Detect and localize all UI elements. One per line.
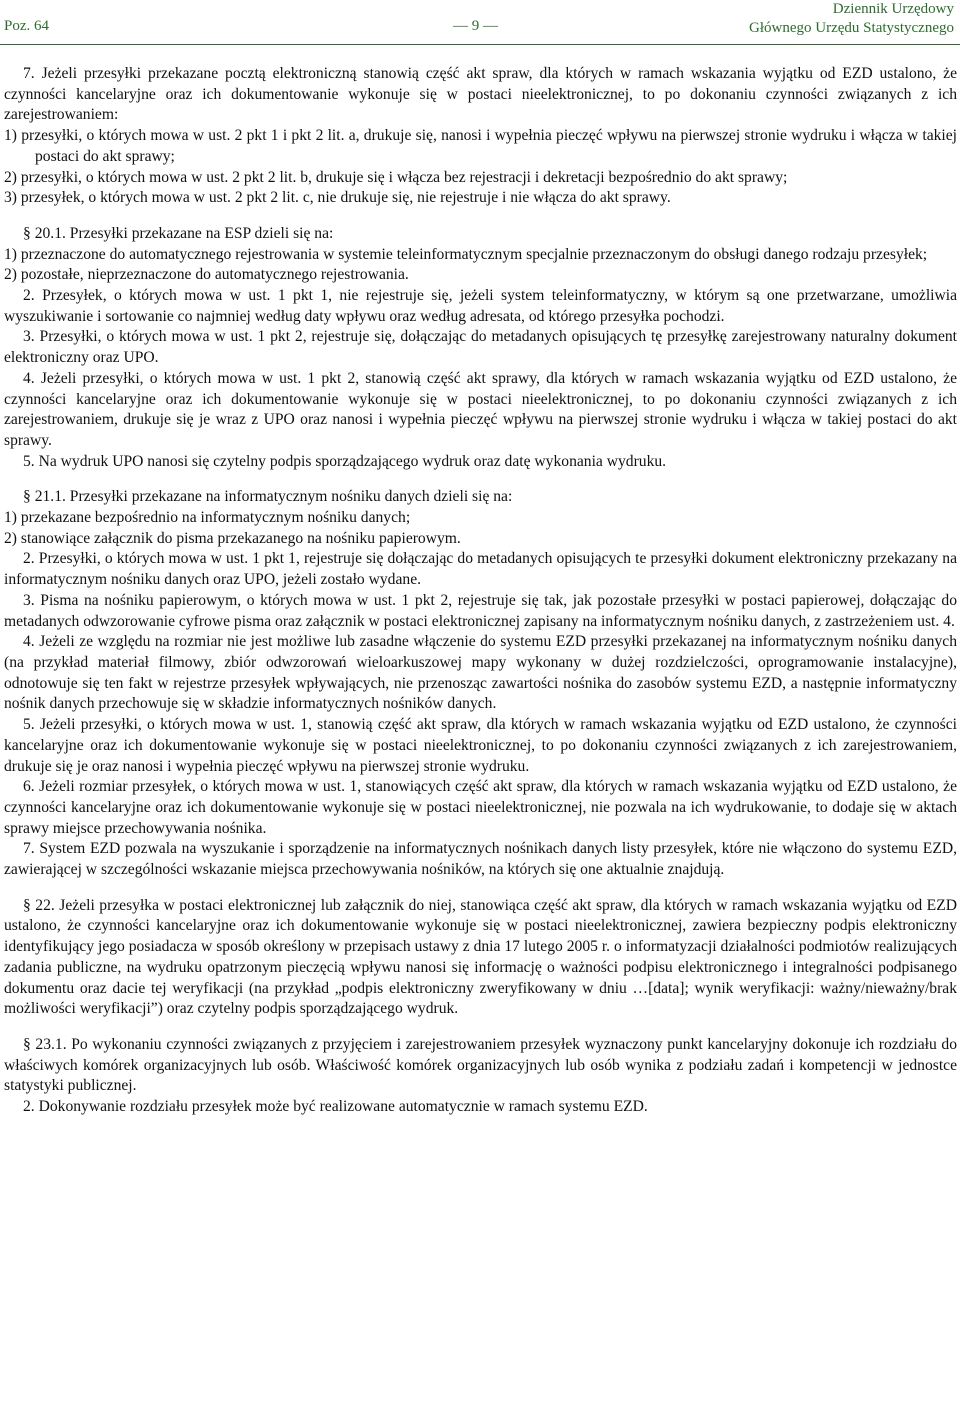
paragraph: 7. Jeżeli przesyłki przekazane pocztą elektroniczną stanowią część akt spraw, dla których w ramach wskazania wyjątku od EZD ustalono, że czynności kancelaryjne oraz ich dokumentowanie wykonuje się w postaci nieelektronicznej, to po dokonaniu czynności związanych z ich zarejestrowaniem: <box>4 65 957 124</box>
list-item: 2) pozostałe, nieprzeznaczone do automatycznego rejestrowania. <box>4 266 409 284</box>
journal-title-line1: Dziennik Urzędowy <box>832 1 954 17</box>
page-number: — 9 — <box>453 18 498 34</box>
paragraph: 2. Przesyłek, o których mowa w ust. 1 pkt 1, nie rejestruje się, jeżeli system teleinformatyczny, w którym są one przetwarzane, umożliwia wyszukiwanie i sortowanie co najmniej według daty wpływu oraz według adresata, od którego przesyłka pochodzi. <box>4 287 957 325</box>
position-number: Poz. 64 <box>4 18 49 34</box>
section-gap <box>4 472 957 487</box>
journal-title-line2: Głównego Urzędu Statystycznego <box>749 20 954 36</box>
section-gap <box>4 1020 957 1035</box>
paragraph: 5. Na wydruk UPO nanosi się czytelny podpis sporządzającego wydruk oraz datę wykonania wydruku. <box>23 452 667 470</box>
section-23-paragraph-2: 2. Dokonywanie rozdziału przesyłek może być realizowane automatycznie w ramach systemu EZD. <box>23 1098 648 1116</box>
paragraph: 3. Przesyłki, o których mowa w ust. 1 pkt 2, rejestruje się, dołączając do metadanych opisujących tę przesyłkę zarejestrowany naturalny dokument elektroniczny oraz UPO. <box>4 328 957 367</box>
list-item: 1) przekazane bezpośrednio na informatycznym nośniku danych; <box>4 509 411 527</box>
list-item: 2) stanowiące załącznik do pisma przekazanego na nośniku papierowym. <box>4 529 461 547</box>
list-item: 1) przeznaczone do automatycznego rejestrowania w systemie teleinformatycznym specjalnie przeznaczonym do obsługi danego rodzaju przesyłek; <box>4 245 928 263</box>
header-rule <box>0 44 960 45</box>
paragraph: 6. Jeżeli rozmiar przesyłek, o których mowa w ust. 1, stanowiących część akt spraw, dla których w ramach wskazania wyjątku od EZD ustalono, że czynności kancelaryjne oraz ich dokumentowanie wykonuje się w postaci nieelektronicznej, nie pozwala na ich wydrukowanie, to dodaje się w aktach sprawy miejsce przechowywania nośnika. <box>4 778 957 837</box>
paragraph: 4. Jeżeli przesyłki, o których mowa w ust. 1 pkt 2, stanowią część akt sprawy, dla których w ramach wskazania wyjątku od EZD ustalono, że czynności kancelaryjne oraz ich dokumentowanie wykonuje się w postaci nieelektronicznej, to po dokonaniu czynności związanych z ich zarejestrowaniem, drukuje się je wraz z UPO oraz nanosi i wypełnia pieczęć wpływu na pierwszej stronie wydruku i włącza w takiej postaci do akt sprawy. <box>4 369 957 449</box>
list-item: 2) przesyłki, o których mowa w ust. 2 pkt 2 lit. b, drukuje się i włącza bez rejestracji i dekretacji bezpośrednio do akt sprawy; <box>4 168 788 186</box>
journal-title <box>749 0 954 38</box>
section-20-intro: § 20.1. Przesyłki przekazane na ESP dzieli się na: <box>23 224 334 242</box>
paragraph: 7. System EZD pozwala na wyszukanie i sporządzenie na informatycznych nośnikach danych listy przesyłek, które nie włączono do systemu EZD, zawierającej w szczególności wskazanie miejsca przechowywania nośników, na których się one aktualnie znajdują. <box>4 840 957 879</box>
paragraph: 3. Pisma na nośniku papierowym, o których mowa w ust. 1 pkt 2, rejestruje się tak, jak pozostałe przesyłki w postaci papierowej, dołączając do metadanych odwzorowanie cyfrowe pisma oraz załącznik w postaci elektronicznej zapisany na informatycznym nośniku danych, z zastrzeżeniem ust. 4. <box>4 591 957 630</box>
paragraph: 4. Jeżeli ze względu na rozmiar nie jest możliwe lub zasadne włączenie do systemu EZD przesyłki przekazanej na informatycznym nośniku danych (na przykład materiał filmowy, zbiór odwzorowań wieloarkuszowej mapy wykonany w dużej rozdzielczości, oprogramowanie instalacyjne), odnotowuje się ten fakt w rejestrze przesyłek wpływających, nie przenosząc zawartości nośnika do zasobów systemu EZD, a następnie informatyczny nośnik danych przechowuje się w składzie informatycznych nośników danych. <box>4 633 957 713</box>
section-gap <box>4 209 957 224</box>
paragraph: 2. Przesyłki, o których mowa w ust. 1 pkt 1, rejestruje się dołączając do metadanych opisujących te przesyłki dokument elektroniczny przekazany na informatycznym nośniku danych oraz UPO, jeżeli zostało wydane. <box>4 550 957 589</box>
list-item: 1) przesyłki, o których mowa w ust. 2 pkt 1 i pkt 2 lit. a, drukuje się, nanosi i wypełnia pieczęć wpływu na pierwszej stronie wydruku i włącza w takiej postaci do akt sprawy; <box>4 127 957 165</box>
paragraph: 5. Jeżeli przesyłki, o których mowa w ust. 1, stanowią część akt spraw, dla których w ramach wskazania wyjątku od EZD ustalono, że czynności kancelaryjne oraz ich dokumentowanie wykonuje się w postaci nieelektronicznej, to po dokonaniu czynności związanych z ich zarejestrowaniem, drukuje się je oraz nanosi i wypełnia pieczęć wpływu na pierwszej stronie wydruku. <box>4 716 957 775</box>
section-23-paragraph-1: § 23.1. Po wykonaniu czynności związanych z przyjęciem i zarejestrowaniem przesyłek wyznaczony punkt kancelaryjny dokonuje ich rozdziału do właściwych komórek organizacyjnych lub osób. Właściwość komórek organizacyjnych lub osób wynika z podziału zadań i kompetencji w jednostce statystyki publicznej. <box>4 1035 957 1095</box>
document-body <box>4 64 957 1118</box>
page-header <box>0 0 960 46</box>
section-21-intro: § 21.1. Przesyłki przekazane na informatycznym nośniku danych dzieli się na: <box>23 488 513 506</box>
section-22: § 22. Jeżeli przesyłka w postaci elektronicznej lub załącznik do niej, stanowiąca część akt spraw, dla których w ramach wskazania wyjątku od EZD ustalono, że czynności kancelaryjne oraz ich dokumentowanie wykonuje się w postaci nieelektronicznej, zawiera bezpieczny podpis elektroniczny identyfikujący jego posiadacza w sposób określony w przepisach ustawy z dnia 17 lutego 2005 r. o informatyzacji działalności podmiotów realizujących zadania publiczne, na wydruku opatrzonym pieczęcią wpływu nanosi się informację o ważności podpisu elektronicznego i integralności podpisanego dokumentu oraz dacie tej weryfikacji (na przykład „podpis elektroniczny zweryfikowany w dniu …[data]; wynik weryfikacji: ważny/nieważny/brak możliwości weryfikacji”) oraz czytelny podpis sporządzającego wydruk. <box>4 896 957 1018</box>
list-item: 3) przesyłek, o których mowa w ust. 2 pkt 2 lit. c, nie drukuje się, nie rejestruje i nie włącza do akt sprawy. <box>4 189 671 207</box>
section-gap <box>4 881 957 896</box>
